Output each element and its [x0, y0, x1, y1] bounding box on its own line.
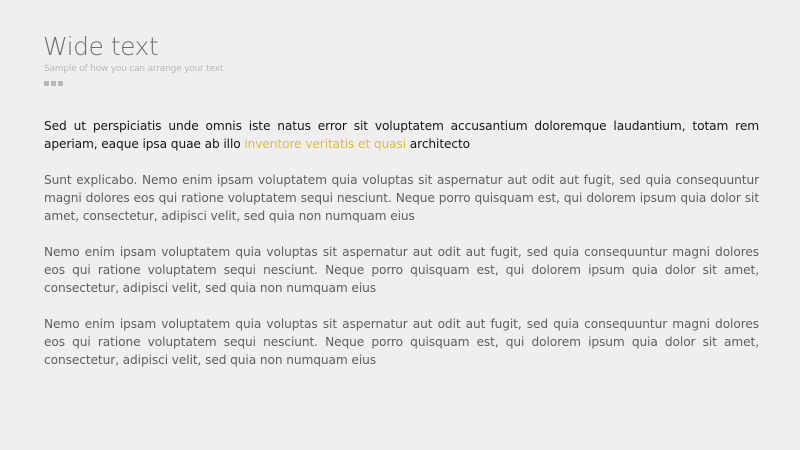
decoration-dot — [51, 81, 56, 86]
title-decoration-dots — [44, 81, 63, 86]
highlighted-text: inventore veritatis et quasi — [244, 137, 407, 151]
body-paragraph: Nemo enim ipsam voluptatem quia voluptas sit aspernatur aut odit aut fugit, sed quia consequuntur magni dolores eos qui ratione voluptatem sequi nesciunt. Neque porro quisquam est, qui dolorem ipsum quia dolor sit amet, consectetur, adipisci velit, sed quia non numquam eius — [44, 245, 759, 295]
body-paragraph: Nemo enim ipsam voluptatem quia voluptas sit aspernatur aut odit aut fugit, sed quia consequuntur magni dolores eos qui ratione voluptatem sequi nesciunt. Neque porro quisquam est, qui dolorem ipsum quia dolor sit amet, consectetur, adipisci velit, sed quia non numquam eius — [44, 317, 759, 367]
lead-text: Sed ut perspiciatis unde omnis iste natus error sit voluptatem accusantium doloremque laudantium, totam rem aperiam, eaque ipsa quae ab illo — [44, 119, 759, 151]
decoration-dot — [58, 81, 63, 86]
lead-paragraph — [44, 117, 759, 153]
decoration-dot — [44, 81, 49, 86]
body-paragraph: Sunt explicabo. Nemo enim ipsam voluptatem quia voluptas sit aspernatur aut odit aut fugit, sed quia consequuntur magni dolores eos qui ratione voluptatem sequi nesciunt. Neque porro quisquam est, qui dolorem ipsum quia dolor sit amet, consectetur, adipisci velit, sed quia non numquam eius — [44, 173, 759, 223]
slide-title: Wide text — [43, 32, 159, 61]
lead-text-end: architecto — [406, 137, 471, 151]
slide-subtitle: Sample of how you can arrange your text — [44, 64, 224, 74]
text-body — [44, 117, 759, 387]
